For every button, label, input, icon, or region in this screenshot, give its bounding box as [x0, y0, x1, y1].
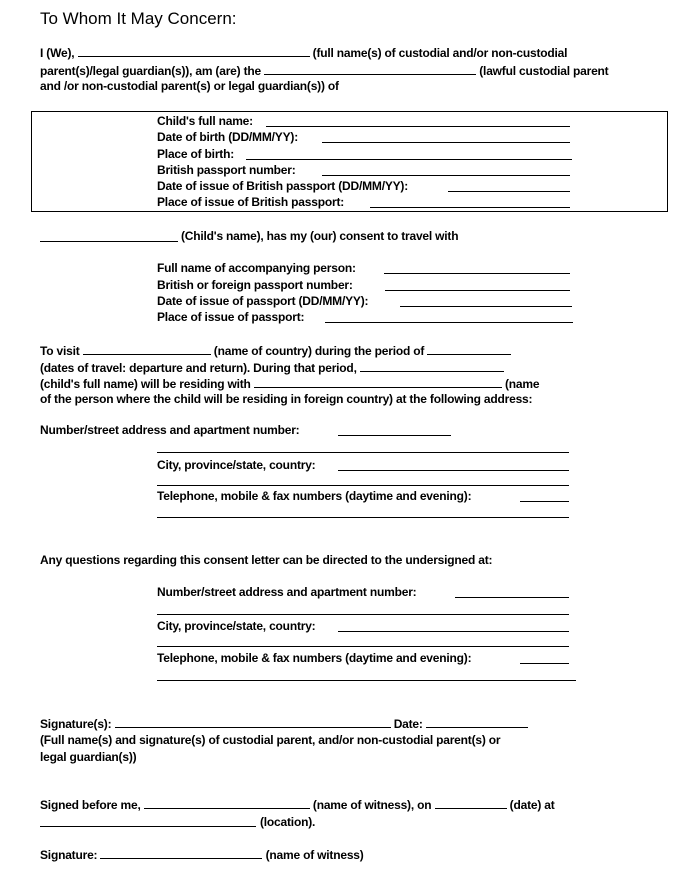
accompany-name-field[interactable]: [384, 273, 570, 274]
questions-text: Any questions regarding this consent letter can be directed to the undersigned at:: [40, 553, 493, 567]
address1-city-field-2[interactable]: [157, 485, 569, 486]
witness-name-field[interactable]: [144, 796, 310, 809]
child-pob-field[interactable]: [246, 159, 572, 160]
address2-street-label: Number/street address and apartment number:: [157, 585, 417, 599]
host-name-field[interactable]: [254, 375, 502, 388]
address2-street-field-2[interactable]: [157, 614, 569, 615]
address2-city-field[interactable]: [338, 631, 569, 632]
country-field[interactable]: [83, 342, 211, 355]
witness-location-label: (location).: [260, 815, 316, 829]
address1-phone-label: Telephone, mobile & fax numbers (daytime and evening):: [157, 489, 472, 503]
witness-signature-field[interactable]: [100, 846, 262, 859]
address2-street-field[interactable]: [455, 597, 569, 598]
child-name-consent-field[interactable]: [40, 241, 178, 242]
child-passport-issue-date-label: Date of issue of British passport (DD/MM/YY):: [157, 179, 409, 193]
intro-line-1: I (We), (full name(s) of custodial and/or non-custodial: [40, 46, 568, 60]
intro-line-3: and /or non-custodial parent(s) or legal guardian(s)) of: [40, 79, 339, 93]
signature-line: Signature(s): Date:: [40, 715, 528, 731]
address1-street-label: Number/street address and apartment number:: [40, 423, 300, 437]
witness-date-field[interactable]: [435, 796, 507, 809]
witness-location-field[interactable]: [40, 826, 256, 827]
relationship-field[interactable]: [264, 62, 476, 75]
address2-city-field-2[interactable]: [157, 646, 569, 647]
consent-text: (Child's name), has my (our) consent to travel with: [181, 229, 459, 243]
address2-city-label: City, province/state, country:: [157, 619, 316, 633]
child-dob-field[interactable]: [322, 142, 570, 143]
child-passport-issue-place-label: Place of issue of British passport:: [157, 195, 345, 209]
page-title: To Whom It May Concern:: [40, 9, 237, 28]
accompany-issue-place-label: Place of issue of passport:: [157, 310, 305, 324]
child-passport-field[interactable]: [322, 175, 570, 176]
signature-note-1: (Full name(s) and signature(s) of custodial parent, and/or non-custodial parent(s) or: [40, 733, 501, 747]
child-full-name-field[interactable]: [266, 126, 570, 127]
signature-date-field[interactable]: [426, 715, 528, 728]
address1-city-label: City, province/state, country:: [157, 458, 316, 472]
accompany-passport-field[interactable]: [385, 290, 570, 291]
accompany-name-label: Full name of accompanying person:: [157, 261, 356, 275]
accompany-issue-date-label: Date of issue of passport (DD/MM/YY):: [157, 294, 369, 308]
address2-phone-label: Telephone, mobile & fax numbers (daytime and evening):: [157, 651, 472, 665]
travel-dates-field[interactable]: [360, 359, 504, 372]
child-passport-label: British passport number:: [157, 163, 296, 177]
parent-name-field[interactable]: [78, 44, 310, 57]
address1-street-field[interactable]: [338, 435, 451, 436]
address2-phone-field-2[interactable]: [157, 680, 576, 681]
accompany-issue-date-field[interactable]: [400, 306, 572, 307]
intro-line-2: parent(s)/legal guardian(s)), am (are) the (lawful custodial parent: [40, 64, 609, 78]
visit-line-3: (child's full name) will be residing with (name: [40, 377, 540, 391]
visit-line-2: (dates of travel: departure and return). During that period,: [40, 359, 504, 375]
child-full-name-label: Child's full name:: [157, 114, 253, 128]
visit-line-1: To visit (name of country) during the period of: [40, 342, 511, 358]
witness-line-1: Signed before me, (name of witness), on (date) at: [40, 798, 555, 812]
witness-signature-line: Signature: (name of witness): [40, 848, 364, 862]
address2-phone-field[interactable]: [520, 663, 569, 664]
address1-phone-field[interactable]: [520, 501, 569, 502]
accompany-passport-label: British or foreign passport number:: [157, 278, 353, 292]
travel-period-field[interactable]: [427, 342, 511, 355]
signature-field[interactable]: [115, 715, 391, 728]
visit-line-4: of the person where the child will be residing in foreign country) at the following address:: [40, 392, 533, 406]
child-pob-label: Place of birth:: [157, 147, 235, 161]
address1-city-field[interactable]: [338, 470, 569, 471]
address1-phone-field-2[interactable]: [157, 517, 569, 518]
child-dob-label: Date of birth (DD/MM/YY):: [157, 130, 298, 144]
signature-note-2: legal guardian(s)): [40, 750, 137, 764]
child-passport-issue-date-field[interactable]: [448, 191, 570, 192]
accompany-issue-place-field[interactable]: [325, 322, 573, 323]
child-passport-issue-place-field[interactable]: [370, 207, 570, 208]
address1-street-field-2[interactable]: [157, 452, 569, 453]
